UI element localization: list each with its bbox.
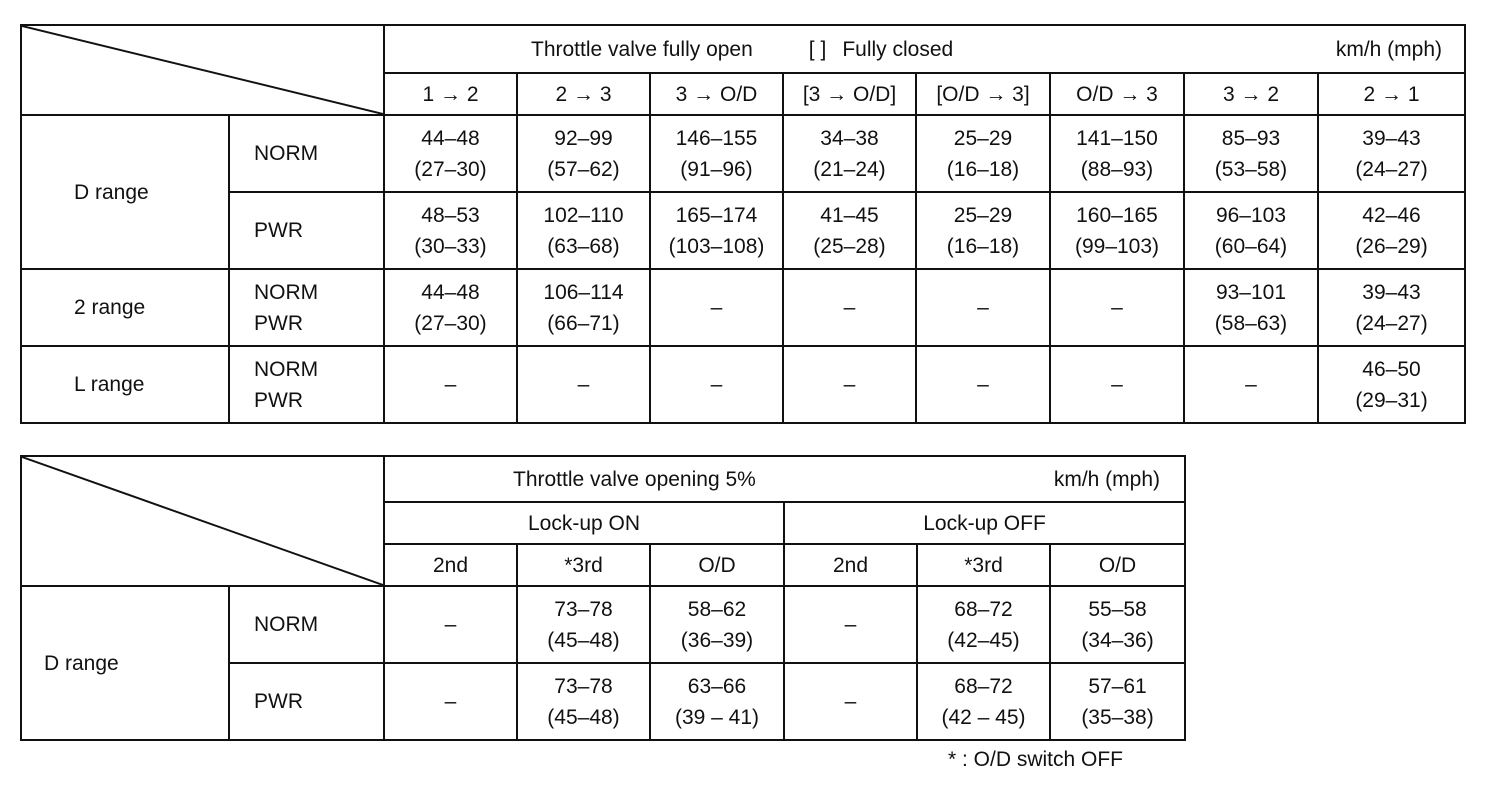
- header-fully-closed: Fully closed: [842, 37, 954, 61]
- mode-label: NORM PWR: [229, 269, 384, 346]
- range-label: L range: [21, 346, 229, 423]
- diagonal-divider: [22, 457, 383, 585]
- data-cell: 44–48 (27–30): [384, 269, 517, 346]
- mode-label: NORM: [229, 586, 384, 663]
- shift-speed-table-full-throttle: [20, 24, 1466, 424]
- data-cell: 34–38 (21–24): [783, 115, 916, 192]
- data-cell: 68–72 (42–45): [917, 586, 1050, 663]
- data-cell: 165–174 (103–108): [650, 192, 783, 269]
- data-cell: –: [650, 269, 783, 346]
- data-cell: 44–48 (27–30): [384, 115, 517, 192]
- data-cell: –: [650, 346, 783, 423]
- column-header: 2 → 1: [1318, 73, 1465, 115]
- shift-speed-table-5pct-throttle: [20, 455, 1186, 741]
- range-label: 2 range: [21, 269, 229, 346]
- data-cell: 146–155 (91–96): [650, 115, 783, 192]
- data-cell: 55–58 (34–36): [1050, 586, 1185, 663]
- range-label: D range: [21, 115, 229, 269]
- data-cell: 25–29 (16–18): [916, 115, 1050, 192]
- corner-cell: [21, 456, 384, 586]
- data-cell: 39–43 (24–27): [1318, 115, 1465, 192]
- column-header: O/D: [650, 544, 784, 586]
- column-header: 2nd: [384, 544, 517, 586]
- table-row: [21, 269, 1465, 346]
- column-header: [O/D → 3]: [916, 73, 1050, 115]
- group-lockup-on: Lock-up ON: [384, 502, 784, 544]
- column-header: O/D → 3: [1050, 73, 1184, 115]
- data-cell: –: [384, 663, 517, 740]
- data-cell: –: [517, 346, 650, 423]
- mode-label: NORM: [229, 115, 384, 192]
- column-header: 2 → 3: [517, 73, 650, 115]
- data-cell: –: [1050, 269, 1184, 346]
- mode-label: PWR: [229, 663, 384, 740]
- data-cell: 106–114 (66–71): [517, 269, 650, 346]
- data-cell: –: [1184, 346, 1318, 423]
- table-row: [21, 586, 1185, 663]
- column-header: O/D: [1050, 544, 1185, 586]
- data-cell: –: [1050, 346, 1184, 423]
- data-cell: –: [783, 269, 916, 346]
- data-cell: 73–78 (45–48): [517, 663, 650, 740]
- column-header: 1 → 2: [384, 73, 517, 115]
- data-cell: 68–72 (42 – 45): [917, 663, 1050, 740]
- data-cell: 160–165 (99–103): [1050, 192, 1184, 269]
- column-header: 3 → 2: [1184, 73, 1318, 115]
- data-cell: 96–103 (60–64): [1184, 192, 1318, 269]
- data-cell: –: [916, 269, 1050, 346]
- data-cell: –: [916, 346, 1050, 423]
- data-cell: 92–99 (57–62): [517, 115, 650, 192]
- mode-label: NORM PWR: [229, 346, 384, 423]
- data-cell: –: [783, 346, 916, 423]
- header-title: Throttle valve opening 5%: [513, 467, 756, 491]
- header-unit: km/h (mph): [1335, 37, 1443, 61]
- data-cell: 73–78 (45–48): [517, 586, 650, 663]
- data-cell: 141–150 (88–93): [1050, 115, 1184, 192]
- data-cell: 63–66 (39 – 41): [650, 663, 784, 740]
- data-cell: 58–62 (36–39): [650, 586, 784, 663]
- column-header: *3rd: [517, 544, 650, 586]
- diagonal-divider: [22, 26, 383, 114]
- data-cell: 25–29 (16–18): [916, 192, 1050, 269]
- table1-header: [384, 25, 1465, 73]
- table2-header: [384, 456, 1185, 502]
- column-header: 2nd: [784, 544, 917, 586]
- data-cell: –: [384, 346, 517, 423]
- data-cell: 42–46 (26–29): [1318, 192, 1465, 269]
- corner-cell: [21, 25, 384, 115]
- header-full-open: Throttle valve fully open: [531, 37, 753, 61]
- data-cell: 39–43 (24–27): [1318, 269, 1465, 346]
- table-row: [21, 115, 1465, 192]
- data-cell: –: [384, 586, 517, 663]
- data-cell: –: [784, 663, 917, 740]
- column-header: 3 → O/D: [650, 73, 783, 115]
- column-header: *3rd: [917, 544, 1050, 586]
- column-header: [3 → O/D]: [783, 73, 916, 115]
- data-cell: 102–110 (63–68): [517, 192, 650, 269]
- data-cell: 93–101 (58–63): [1184, 269, 1318, 346]
- data-cell: 48–53 (30–33): [384, 192, 517, 269]
- data-cell: 41–45 (25–28): [783, 192, 916, 269]
- header-bracket: [ ]: [808, 37, 827, 61]
- data-cell: 85–93 (53–58): [1184, 115, 1318, 192]
- data-cell: –: [784, 586, 917, 663]
- table-row: [21, 192, 1465, 269]
- data-cell: 46–50 (29–31): [1318, 346, 1465, 423]
- mode-label: PWR: [229, 192, 384, 269]
- range-label: D range: [21, 586, 229, 740]
- group-lockup-off: Lock-up OFF: [784, 502, 1185, 544]
- table-row: [21, 346, 1465, 423]
- data-cell: 57–61 (35–38): [1050, 663, 1185, 740]
- footnote: * : O/D switch OFF: [948, 748, 1124, 771]
- header-unit: km/h (mph): [1053, 467, 1161, 491]
